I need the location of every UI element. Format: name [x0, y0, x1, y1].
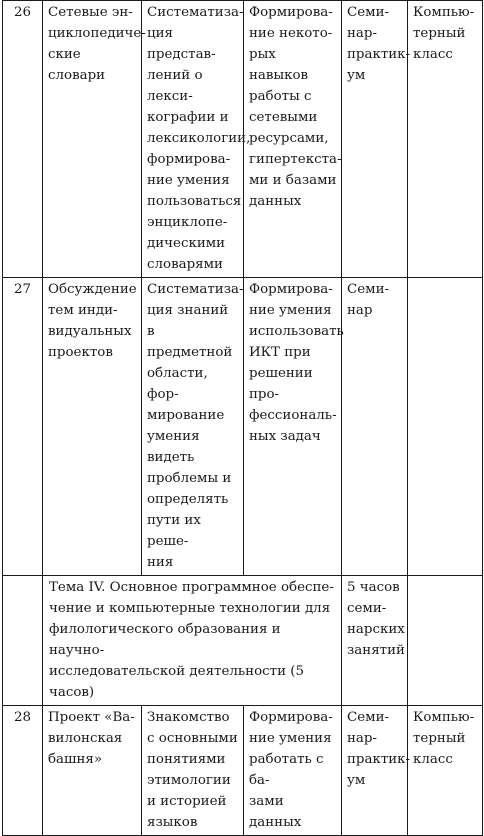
lesson-content-cell: Знакомство с основными понятиями этимологии и историей языков [142, 706, 244, 836]
table-row-28 [3, 706, 483, 836]
skills-cell: Формирова- ние умения использовать ИКТ при решении про- фессиональ- ных задач [244, 278, 342, 576]
lesson-form-cell: Семи- нар- практик- ум [342, 706, 408, 836]
lesson-form-cell: Семи- нар- практик- ум [342, 1, 408, 278]
section-hours-cell: 5 часов семи- нарских занятий [342, 576, 408, 706]
skills-cell: Формирова- ние некото- рых навыков работы с сетевыми ресурсами, гипертекста- ми и базами данных [244, 1, 342, 278]
table-row-27 [3, 278, 483, 576]
lesson-content-cell: Систематиза- ция представ- лений о лекси- кографии и лексикологии, формирова- ние умения пользоваться энциклопе- дическими словарями [142, 1, 244, 278]
lesson-name-cell: Проект «Ва- вилонская башня» [43, 706, 142, 836]
section-room-cell [408, 576, 483, 706]
skills-cell: Формирова- ние умения работать с ба- зами данных [244, 706, 342, 836]
section-spacer-cell [3, 576, 43, 706]
room-cell [408, 278, 483, 576]
lesson-name-cell: Сетевые эн- циклопедиче- ские словари [43, 1, 142, 278]
lesson-name-cell: Обсуждение тем инди- видуальных проектов [43, 278, 142, 576]
room-cell: Компью- терный класс [408, 1, 483, 278]
row-number-cell: 27 [3, 278, 43, 576]
lesson-form-cell: Семи- нар [342, 278, 408, 576]
section-title-cell: Тема IV. Основное программное обеспе- чение и компьютерные технологии для филологического образования и научно- исследовательской деятельности (5 часов) [43, 576, 342, 706]
row-number-cell: 26 [3, 1, 43, 278]
row-number-cell: 28 [3, 706, 43, 836]
section-header-row [3, 576, 483, 706]
curriculum-table [2, 0, 483, 836]
lesson-content-cell: Систематиза- ция знаний в предметной области, фор- мирование умения видеть проблемы и определять пути их реше- ния [142, 278, 244, 576]
table-row-26 [3, 1, 483, 278]
room-cell: Компью- терный класс [408, 706, 483, 836]
